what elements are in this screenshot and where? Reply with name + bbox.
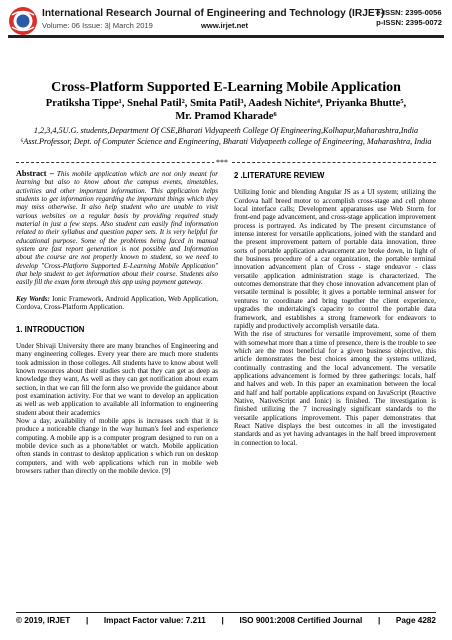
separator-mark: *** xyxy=(216,158,228,167)
volume-info: Volume: 06 Issue: 3| March 2019 xyxy=(42,21,153,30)
footer-divider xyxy=(16,612,436,613)
eissn: e-ISSN: 2395-0056 xyxy=(376,8,442,17)
footer-divider-3: | xyxy=(377,616,381,625)
footer-page-number: Page 4282 xyxy=(395,616,436,625)
footer-divider-2: | xyxy=(221,616,224,625)
literature-paragraph-2: With the rise of structures for versatile improvement, some of them with somewhat more than a time of presence, there is the trouble to see which are the most beneficial for a given business objective, this article demonstrates the best choices among the systems utilized, continually contrasting and the local advancement. The versatile applications advancement is formed by three gatherings: locals, half and halves and web. In this paper an examination between the local and half and half portable applications expand on JavaScript (Reactive Native, NativeScript and Ionic) is finished. The investigation is finished utilizing the 7 increasingly significant standards to the versatile applications improvement. This paper demonstrates that React Native displays the best outcomes in all the investigated standards and as yet having advantages in the half breed improvement in connection to local. xyxy=(234,330,436,447)
journal-header xyxy=(8,4,444,44)
irjet-logo-icon xyxy=(8,6,38,36)
authors-line-1: Pratiksha Tippe¹, Snehal Patil², Smita Patil³, Aadesh Nichite⁴, Priyanka Bhutte⁵, xyxy=(45,98,407,109)
abstract-label: Abstract – xyxy=(16,169,54,178)
footer-iso: ISO 9001:2008 Certified Journal xyxy=(239,616,363,625)
header-divider xyxy=(8,35,444,38)
footer-divider-1: | xyxy=(85,616,89,625)
left-column xyxy=(16,170,218,475)
authors-line-2: Mr. Pramod Kharade⁶ xyxy=(175,111,277,122)
introduction-paragraph-2: Now a day, availability of mobile apps is increases such that it is produce a noticeable change in the way human's feel and experience computing. A mobile app is a computer program designed to run on a mobile device such as a phone/tablet or watch. Mobile application often stands in contrast to desktop application s which run on desktop computers, and with web applications which run in mobile web browsers rather than directly on the mobile device. [9] xyxy=(16,416,218,475)
footer-copyright: © 2019, IRJET xyxy=(16,616,71,625)
literature-paragraph-1: Utilizing Ionic and blending Angular JS as a UI system; utilizing the Cordova half breed motor to accomplish cross-stage and cell phone local interface calls; Development apparatuses use Web Storm for front-end page advancement, and cross-stage application improvement process is portrayed. As indicated by The present circumstance of intense interest for versatile applications, joined with the standard and the present improvement pattern of portable data innovation, three sorts of portable application advancement are broke down, in light of the business procedure of a car organization, the portable terminal innovation advancement plan of Cross - stage endeavor - class versatile application administration stage is characterized. The outcomes demonstrate that they chose innovation advancement plan of versatile terminal is possible; it gives a portable terminal answer for ventures to coordinate and bring together the client experience, upgrades the undertaking's capacity to control the portable data framework, and establishes a strong framework for endeavors to rapidly and productively accomplish versatile data. xyxy=(234,188,436,330)
abstract-text: This mobile application which are not only meant for learning but also to know about the campus events, timetables, activities and other important information. This application helps students to get information regarding the important things which they may miss otherwise. It also help student who are unable to visit various websites on a regular basis by providing required study material in just a few steps. Also student can easily find information related to their syllabus and question paper sets. It is very helpful for educational purpose. Some of the problems being faced in manual system are fast report generation is not possible and Information about the course are not properly known to student, so we need to develop "Cross-Platform Supported E-Learning Mobile Application" that help student to get information about their course. Students also easily fill the exam form through this app using payment gateway. xyxy=(16,170,219,287)
paper-title: Cross-Platform Supported E-Learning Mobile Application xyxy=(51,80,401,95)
footer-impact-factor: Impact Factor value: 7.211 xyxy=(103,616,206,625)
affiliation: 1,2,3,4,5U.G. students,Department Of CSE,Bharati Vidyapeeth College Of Engineering,Kolhapur,Maharashtra,India ⁶Asst.Professor, Dept. of Computer Science and Engineering, Bharati Vidyapeeth college of Engineering, Maharashtra, India xyxy=(20,126,432,146)
journal-title: International Research Journal of Engineering and Technology (IRJET) xyxy=(42,8,385,19)
abstract-paragraph xyxy=(16,170,218,287)
page-footer xyxy=(16,616,436,625)
keywords-paragraph xyxy=(16,295,218,312)
keywords-label: Key Words: xyxy=(16,294,50,303)
issn-block xyxy=(376,8,442,28)
introduction-paragraph-1: Under Shivaji University there are many branches of Engineering and many engineering colleges. Every year there are much more students took admission in those colleges. All students have to know about well known resources about their studies such that they can get as deep as knowledge they want, As well as they can get notification about exam section, in that we can fill the form also we provide the guidance about post examination activity. For that we want to develop an application as well as web application to available all information to engineering student about their academics xyxy=(16,341,218,417)
literature-review-heading: 2 .LITERATURE REVIEW xyxy=(234,171,325,180)
keywords-text: Ionic Framework, Android Application, Web Application, Cordova, Cross-Platform Application. xyxy=(16,294,218,312)
right-column xyxy=(234,170,436,447)
pissn: p-ISSN: 2395-0072 xyxy=(376,18,442,27)
journal-website-link[interactable]: www.irjet.net xyxy=(201,21,248,30)
introduction-heading: 1. INTRODUCTION xyxy=(16,324,85,334)
